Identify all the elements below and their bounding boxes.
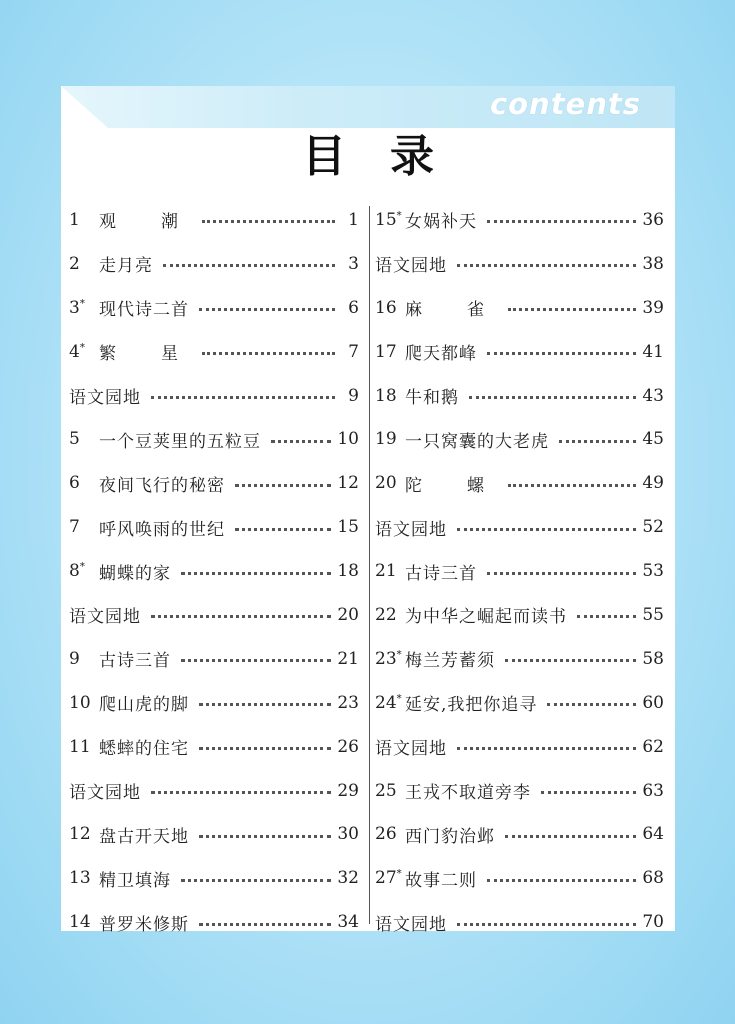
dot-leader (181, 659, 331, 662)
lesson-title: 语文园地 (375, 914, 447, 935)
dot-leader (505, 659, 636, 662)
lesson-number: 18 (375, 385, 397, 406)
toc-right-column (375, 198, 664, 944)
toc-entry[interactable] (375, 856, 664, 900)
lesson-title: 王戎不取道旁李 (405, 783, 531, 804)
dot-leader (457, 747, 636, 750)
toc-entry[interactable] (69, 461, 359, 505)
toc-entry[interactable] (375, 286, 664, 330)
lesson-title: 繁 星 (99, 344, 192, 365)
page-number: 26 (337, 736, 359, 757)
lesson-title: 麻 雀 (405, 300, 498, 321)
lesson-number: 6 (69, 473, 80, 494)
lesson-number: 10 (69, 692, 91, 713)
dot-leader (505, 835, 636, 838)
toc-entry[interactable] (69, 330, 359, 374)
dot-leader (271, 440, 331, 443)
lesson-number: 1 (69, 209, 80, 230)
page-number: 38 (642, 253, 664, 274)
dot-leader (487, 572, 636, 575)
toc-entry[interactable] (69, 593, 359, 637)
lesson-number: 5 (69, 429, 80, 450)
lesson-title: 普罗米修斯 (99, 914, 189, 935)
page-title: 目录 (302, 131, 478, 182)
page-number: 6 (348, 297, 359, 318)
optional-star-icon: * (79, 298, 85, 310)
page-number: 58 (642, 648, 664, 669)
toc-left-column (69, 198, 359, 944)
lesson-title: 精卫填海 (99, 870, 171, 891)
toc-entry[interactable] (375, 593, 664, 637)
optional-star-icon: * (396, 649, 402, 661)
lesson-title: 蝴蝶的家 (99, 563, 171, 584)
dot-leader (199, 747, 331, 750)
dot-leader (151, 791, 331, 794)
toc-entry[interactable] (69, 417, 359, 461)
lesson-title: 梅兰芳蓄须 (405, 651, 495, 672)
dot-leader (151, 615, 331, 618)
dot-leader (199, 923, 331, 926)
lesson-title: 爬天都峰 (405, 344, 477, 365)
page-number: 1 (348, 209, 359, 230)
page-number: 63 (642, 780, 664, 801)
lesson-title: 牛和鹅 (405, 388, 459, 408)
lesson-number: 15* (375, 209, 402, 230)
lesson-number: 24* (375, 692, 402, 713)
lesson-title: 语文园地 (375, 519, 447, 540)
lesson-number: 27* (375, 868, 402, 889)
toc-entry[interactable] (69, 637, 359, 681)
page-number: 52 (642, 517, 664, 538)
page-number: 55 (642, 604, 664, 625)
lesson-number: 9 (69, 648, 80, 669)
page-number: 10 (337, 429, 359, 450)
toc-entry[interactable] (69, 856, 359, 900)
toc-entry[interactable] (69, 725, 359, 769)
page-number: 45 (642, 429, 664, 450)
dot-leader (547, 703, 636, 706)
dot-leader (199, 308, 335, 311)
lesson-title: 语文园地 (69, 388, 141, 408)
dot-leader (235, 484, 331, 487)
page-number: 43 (642, 385, 664, 406)
page-number: 70 (642, 912, 664, 933)
toc-entry[interactable] (375, 725, 664, 769)
dot-leader (457, 264, 636, 267)
toc-entry[interactable] (375, 198, 664, 242)
toc-entry[interactable] (375, 769, 664, 813)
lesson-title: 为中华之崛起而读书 (405, 607, 567, 628)
toc-entry[interactable] (375, 900, 664, 944)
lesson-title: 走月亮 (99, 256, 153, 277)
page-number: 62 (642, 736, 664, 757)
page-number: 64 (642, 824, 664, 845)
lesson-title: 一只窝囊的大老虎 (405, 431, 549, 452)
lesson-number: 2 (69, 253, 80, 274)
optional-star-icon: * (396, 868, 402, 880)
toc-entry[interactable] (375, 549, 664, 593)
column-divider (369, 206, 370, 924)
lesson-title: 西门豹治邺 (405, 826, 495, 847)
dot-leader (457, 923, 636, 926)
lesson-title: 古诗三首 (99, 651, 171, 672)
page-number: 53 (642, 561, 664, 582)
lesson-number: 4* (69, 341, 85, 362)
lesson-number: 16 (375, 297, 397, 318)
lesson-title: 观 潮 (99, 212, 192, 233)
dot-leader (181, 879, 331, 882)
lesson-title: 故事二则 (405, 870, 477, 891)
lesson-title: 盘古开天地 (99, 826, 189, 847)
dot-leader (487, 352, 636, 355)
lesson-number: 20 (375, 473, 397, 494)
page-number: 68 (642, 868, 664, 889)
dot-leader (487, 879, 636, 882)
lesson-number: 26 (375, 824, 397, 845)
lesson-title: 蟋蟀的住宅 (99, 739, 189, 760)
page-number: 32 (337, 868, 359, 889)
optional-star-icon: * (396, 210, 402, 222)
page-number: 21 (337, 648, 359, 669)
lesson-title: 呼风唤雨的世纪 (99, 519, 225, 540)
dot-leader (577, 615, 636, 618)
page-number: 49 (642, 473, 664, 494)
toc-entry[interactable] (69, 198, 359, 242)
lesson-title: 陀 螺 (405, 475, 498, 496)
lesson-number: 13 (69, 868, 91, 889)
toc-entry[interactable] (69, 769, 359, 813)
lesson-number: 11 (69, 736, 91, 757)
page-number: 41 (642, 341, 664, 362)
toc-entry[interactable] (69, 374, 359, 418)
dot-leader (181, 572, 331, 575)
toc-entry[interactable] (375, 461, 664, 505)
dot-leader (469, 396, 636, 399)
lesson-title: 一个豆荚里的五粒豆 (99, 431, 261, 452)
dot-leader (508, 484, 636, 487)
page-number: 7 (348, 341, 359, 362)
page-number: 60 (642, 692, 664, 713)
page-number: 9 (348, 385, 359, 406)
page-number: 18 (337, 561, 359, 582)
dot-leader (487, 220, 636, 223)
optional-star-icon: * (79, 561, 85, 573)
lesson-title: 女娲补天 (405, 212, 477, 233)
lesson-title: 语文园地 (69, 607, 141, 628)
lesson-title: 语文园地 (69, 783, 141, 804)
lesson-title: 爬山虎的脚 (99, 695, 189, 716)
toc-entry[interactable] (375, 505, 664, 549)
lesson-number: 25 (375, 780, 397, 801)
dot-leader (199, 703, 331, 706)
lesson-number: 12 (69, 824, 91, 845)
optional-star-icon: * (79, 341, 85, 353)
page-number: 20 (337, 604, 359, 625)
lesson-number: 23* (375, 648, 402, 669)
toc-entry[interactable] (69, 286, 359, 330)
dot-leader (202, 220, 335, 223)
lesson-title: 古诗三首 (405, 563, 477, 584)
page-number: 39 (642, 297, 664, 318)
dot-leader (151, 396, 335, 399)
page-number: 3 (348, 253, 359, 274)
toc-entry[interactable] (69, 505, 359, 549)
dot-leader (559, 440, 636, 443)
lesson-number: 8* (69, 561, 85, 582)
dot-leader (541, 791, 636, 794)
toc-entry[interactable] (375, 681, 664, 725)
lesson-title: 语文园地 (375, 739, 447, 760)
lesson-number: 7 (69, 517, 80, 538)
page-number: 12 (337, 473, 359, 494)
lesson-number: 17 (375, 341, 397, 362)
dot-leader (235, 528, 331, 531)
lesson-number: 22 (375, 604, 397, 625)
lesson-title: 延安,我把你追寻 (405, 695, 538, 716)
toc-page (61, 86, 675, 935)
toc-entry[interactable] (375, 374, 664, 418)
page-number: 23 (337, 692, 359, 713)
contents-heading: contents (489, 87, 641, 121)
toc-entry[interactable] (69, 549, 359, 593)
page-number: 15 (337, 517, 359, 538)
toc-entry[interactable] (375, 242, 664, 286)
page-number: 30 (337, 824, 359, 845)
lesson-number: 14 (69, 912, 91, 933)
page-number: 34 (337, 912, 359, 933)
dot-leader (199, 835, 331, 838)
lesson-number: 3* (69, 297, 85, 318)
toc-entry[interactable] (69, 900, 359, 944)
toc-entry[interactable] (375, 417, 664, 461)
dot-leader (457, 528, 636, 531)
optional-star-icon: * (396, 693, 402, 705)
page-number: 29 (337, 780, 359, 801)
lesson-title: 现代诗二首 (99, 300, 189, 321)
dot-leader (508, 308, 636, 311)
lesson-number: 19 (375, 429, 397, 450)
toc-entry[interactable] (375, 637, 664, 681)
lesson-title: 夜间飞行的秘密 (99, 475, 225, 496)
lesson-title: 语文园地 (375, 256, 447, 277)
toc-entry[interactable] (375, 330, 664, 374)
page-number: 36 (642, 209, 664, 230)
toc-entry[interactable] (69, 812, 359, 856)
dot-leader (202, 352, 335, 355)
toc-entry[interactable] (69, 681, 359, 725)
toc-entry[interactable] (375, 812, 664, 856)
toc-entry[interactable] (69, 242, 359, 286)
lesson-number: 21 (375, 561, 397, 582)
dot-leader (163, 264, 335, 267)
